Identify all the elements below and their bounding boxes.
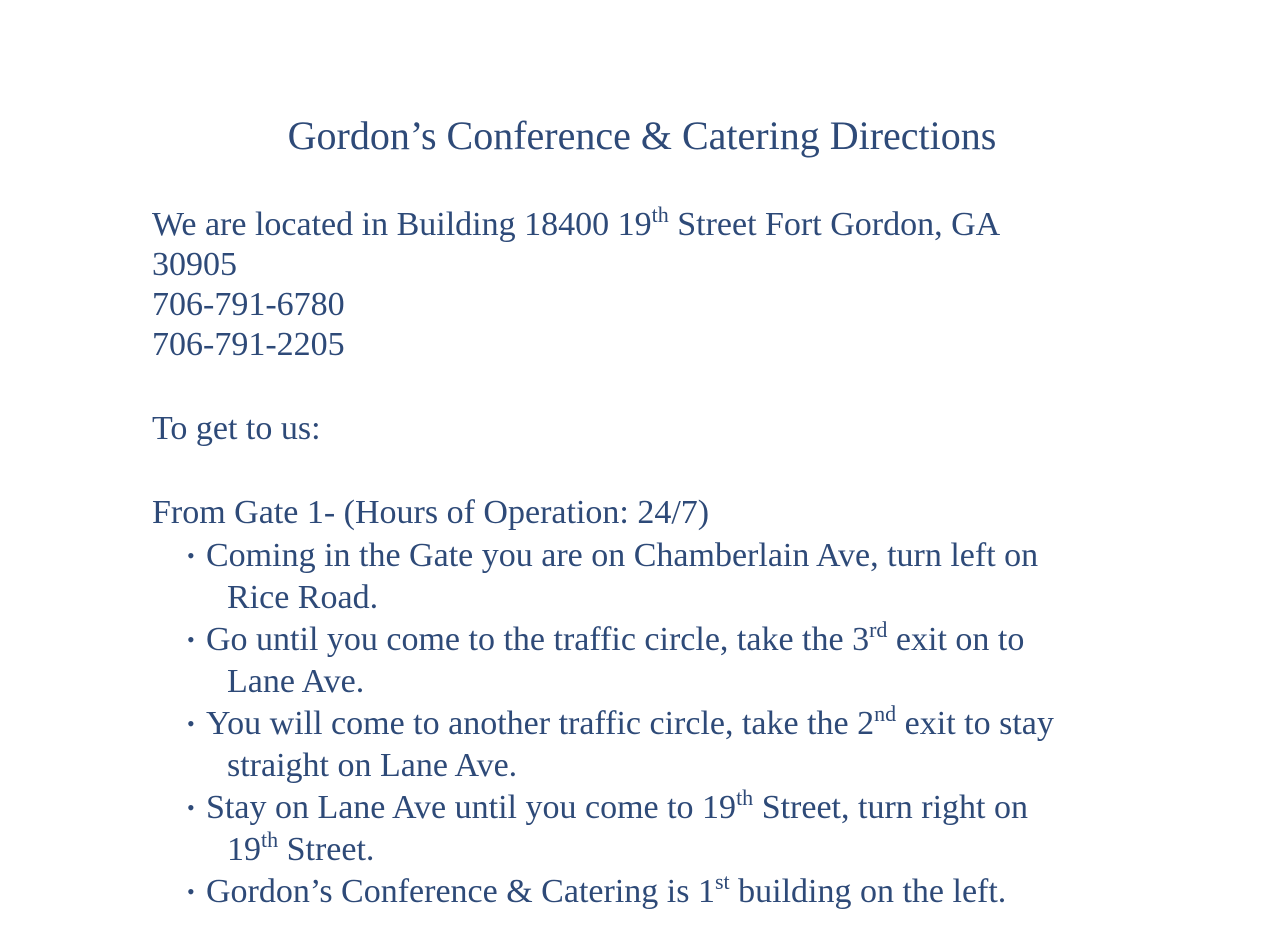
step-text: Lane Ave.	[227, 663, 365, 700]
bullet-icon: •	[187, 627, 195, 652]
step-line-2	[206, 577, 1126, 619]
step-text: Go until you come to the traffic circle, take the 3	[206, 621, 870, 658]
step-text: Rice Road.	[227, 579, 379, 616]
contact-block	[152, 202, 1112, 533]
list-item	[186, 535, 1126, 619]
step-text: Stay on Lane Ave until you come to 19	[206, 789, 737, 826]
step-text: Gordon’s Conference & Catering is 1	[206, 873, 715, 910]
address-line-1	[152, 202, 1112, 245]
list-item	[186, 871, 1126, 913]
list-item	[186, 787, 1126, 871]
step-superscript: rd	[869, 617, 888, 642]
step-superscript: nd	[874, 701, 897, 726]
step-line-2	[206, 661, 1126, 703]
list-item	[186, 619, 1126, 703]
step-text: building on the left.	[729, 873, 1007, 910]
address-text-a: We are located in Building 18400 19	[152, 206, 652, 243]
step-superscript: th	[736, 785, 754, 810]
address-text-b: Street Fort Gordon, GA	[668, 206, 1001, 243]
directions-list	[186, 535, 1126, 913]
step-text: straight on Lane Ave.	[227, 747, 518, 784]
spacer	[152, 449, 1112, 493]
step-line-1	[206, 619, 1126, 661]
step-line-1	[206, 535, 1126, 577]
step-text: Coming in the Gate you are on Chamberlain Ave, turn left on	[206, 537, 1039, 574]
bullet-icon: •	[187, 879, 195, 904]
step-line-1	[206, 787, 1126, 829]
bullet-icon: •	[187, 711, 195, 736]
step-text: 19	[227, 831, 261, 868]
step-text: Street.	[278, 831, 375, 868]
address-line-2: 30905	[152, 246, 237, 283]
step-text: You will come to another traffic circle, take the 2	[206, 705, 875, 742]
bullet-icon: •	[187, 795, 195, 820]
phone-number-1: 706-791-6780	[152, 286, 345, 323]
step-superscript: st	[714, 869, 730, 894]
gate-heading: From Gate 1- (Hours of Operation: 24/7)	[152, 494, 710, 531]
page-title: Gordon’s Conference & Catering Directions	[287, 113, 997, 158]
step-line-1	[206, 871, 1126, 913]
step-line-1	[206, 703, 1126, 745]
step-text: Street, turn right on	[753, 789, 1028, 826]
phone-number-2: 706-791-2205	[152, 326, 345, 363]
bullet-icon: •	[187, 543, 195, 568]
spacer	[152, 365, 1112, 409]
address-superscript: th	[651, 202, 669, 227]
step-superscript: th	[261, 827, 279, 852]
step-line-2	[206, 745, 1126, 787]
step-text: exit on to	[887, 621, 1025, 658]
list-item	[186, 703, 1126, 787]
to-get-to-us-heading: To get to us:	[152, 410, 321, 447]
step-line-2	[206, 829, 1126, 871]
step-text: exit to stay	[896, 705, 1054, 742]
